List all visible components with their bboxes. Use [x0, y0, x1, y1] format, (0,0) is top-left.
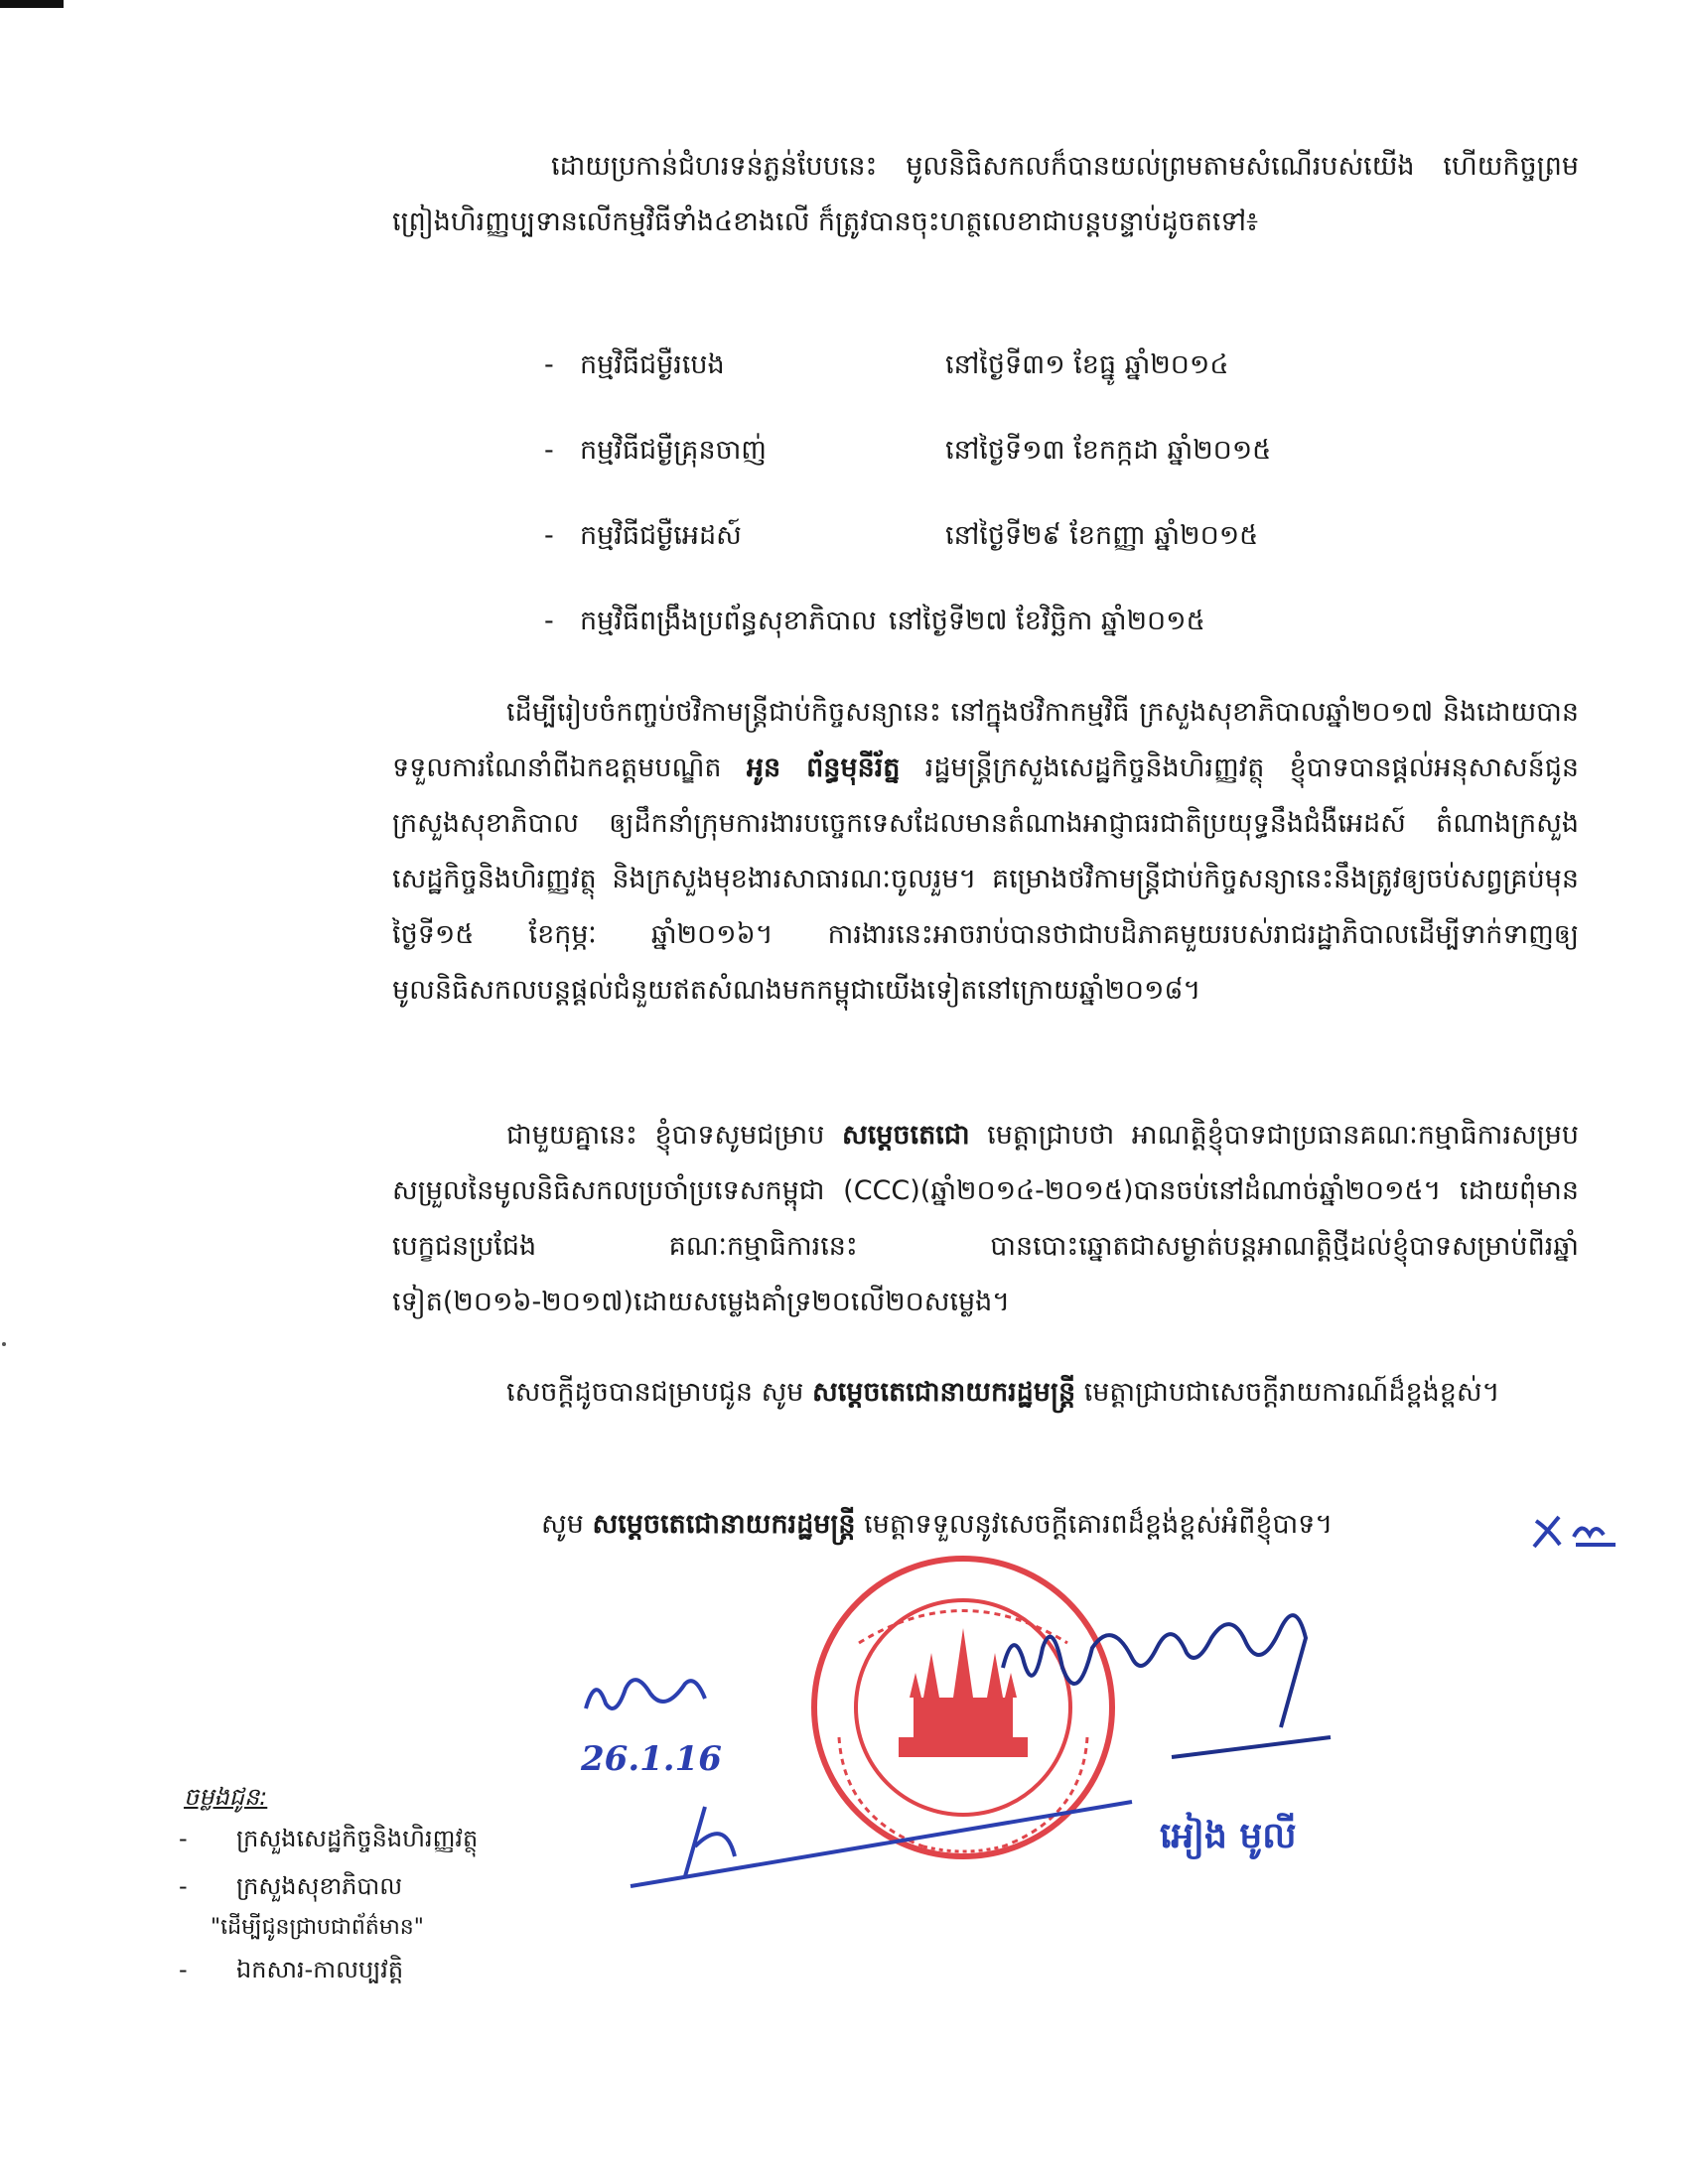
- list-dash: -: [544, 349, 554, 380]
- paragraph-3-text-b: មេត្តាជ្រាបថា អាណត្តិខ្ញុំបាទជាប្រធានគណៈកម្មាធិការសម្របសម្រួលនៃមូលនិធិសកលប្រចាំប្រទេសកម្ពុជា (CCC)(ឆ្នាំ២០១៤-២០១៥)បានចប់នៅដំណាច់ឆ្នាំ២០១៥។ ដោយពុំមានបេក្ខជនប្រជែង គណៈកម្មាធិការនេះ បានបោះឆ្នោតជាសម្ងាត់បន្តអាណត្តិថ្មីដល់ខ្ញុំបាទសម្រាប់ពីរឆ្នាំទៀត(២០១៦-២០១៧)ដោយសម្លេងគាំទ្រ២០លើ២០សម្លេង។: [392, 1120, 1579, 1317]
- program-item-aids: [544, 516, 1258, 556]
- signer-name: អៀង មូលី: [1160, 1816, 1297, 1856]
- paragraph-3-text-a: ជាមួយគ្នានេះ ខ្ញុំបាទសូមជម្រាប: [506, 1120, 842, 1151]
- samdech-title: សម្តេចតេជោ: [841, 1120, 970, 1151]
- handwritten-note: [576, 1664, 715, 1731]
- program-date: នៅថ្ងៃទី១៣ ខែកក្កដា ឆ្នាំ២០១៥: [945, 435, 1272, 466]
- program-name: កម្មវិធីជម្ងឺគ្រុនចាញ់: [580, 435, 767, 466]
- copy-to-item-label: ក្រសួងសុខាភិបាល: [236, 1872, 403, 1900]
- minister-signature: [983, 1588, 1340, 1787]
- paragraph-4-text-a: សេចក្តីដូចបានជម្រាបជូន សូម: [506, 1377, 812, 1408]
- list-dash: -: [179, 1956, 188, 1983]
- copy-to-heading: ចម្លងជូន:: [184, 1783, 268, 1811]
- paragraph-2-text-a: ដើម្បីរៀបចំកញ្ចប់ថវិកាមន្ត្រីជាប់កិច្ចសន្យានេះ នៅក្នុងថវិកាកម្មវិធី ក្រសួងសុខាភិបាលឆ្នាំ២០១៧ និងដោយបានទទួលការណែនាំពីឯកឧត្តមបណ្ឌិត: [392, 697, 1579, 783]
- list-dash: -: [544, 520, 554, 551]
- handwritten-date: 26.1.16: [581, 1739, 722, 1779]
- paragraph-3: [392, 1108, 1579, 1330]
- program-item-health-system: [544, 602, 1205, 641]
- paragraph-2-text-b: រដ្ឋមន្ត្រីក្រសួងសេដ្ឋកិច្ចនិងហិរញ្ញវត្ថុ ខ្ញុំបាទបានផ្តល់អនុសាសន៍ជូនក្រសួងសុខាភិបាល ឲ្យដឹកនាំក្រុមការងារបច្ចេកទេសដែលមានតំណាងអាជ្ញាធរជាតិប្រយុទ្ធនឹងជំងឺអេដស៍ តំណាងក្រសួងសេដ្ឋកិច្ចនិងហិរញ្ញវត្ថុ និងក្រសួងមុខងារសាធារណៈចូលរួម។ គម្រោងថវិកាមន្ត្រីជាប់កិច្ចសន្យានេះនឹងត្រូវឲ្យចប់សព្វគ្រប់មុនថ្ងៃទី១៥ ខែកុម្ភៈ ឆ្នាំ២០១៦។ ការងារនេះអាចរាប់បានថាជាបដិភាគមួយរបស់រាជរដ្ឋាភិបាលដើម្បីទាក់ទាញឲ្យមូលនិធិសកលបន្តផ្តល់ជំនួយឥតសំណងមកកម្ពុជាយើងទៀតនៅក្រោយឆ្នាំ២០១៨។: [392, 752, 1579, 1006]
- paragraph-1: ដោយប្រកាន់ជំហរទន់ភ្លន់បែបនេះ មូលនិធិសកលក៏បានយល់ព្រមតាមសំណើរបស់យើង ហើយកិច្ចព្រមព្រៀងហិរញ្ញប្បទានលើកម្មវិធីទាំង៤ខាងលើ ក៏ត្រូវបានចុះហត្ថលេខាជាបន្តបន្ទាប់ដូចតទៅ៖: [392, 151, 1579, 237]
- scan-corner-mark: [0, 0, 64, 8]
- program-name: កម្មវិធីជម្ងឺអេដស៍: [580, 520, 742, 551]
- program-item-malaria: [544, 431, 1271, 471]
- copy-to-note: "ដើម្បីជូនជ្រាបជាព័ត៌មាន": [211, 1915, 424, 1940]
- paragraph-2: [392, 685, 1579, 1019]
- closing-text-a: សូម: [541, 1509, 593, 1540]
- prime-minister-title: សម្តេចតេជោនាយករដ្ឋមន្ត្រី: [812, 1377, 1076, 1408]
- copy-to-item: [179, 1953, 403, 1986]
- copy-to-item: [179, 1822, 478, 1855]
- program-name: កម្មវិធីពង្រឹងប្រព័ន្ធសុខាភិបាល: [580, 606, 877, 636]
- closing-title: សម្តេចតេជោនាយករដ្ឋមន្ត្រី: [592, 1509, 856, 1540]
- program-date: នៅថ្ងៃទី២៩ ខែកញ្ញា ឆ្នាំ២០១៥: [945, 520, 1259, 551]
- program-name: កម្មវិធីជម្ងឺរបេង: [580, 349, 725, 380]
- handwritten-approval-mark: [576, 1664, 715, 1723]
- copy-to-item-label: ឯកសារ-កាលប្បវត្តិ: [236, 1956, 404, 1983]
- approval-signature: [626, 1787, 1142, 1896]
- closing-text-b: មេត្តាទទួលនូវសេចក្តីគោរពដ៏ខ្ពង់ខ្ពស់អំពីខ្ញុំបាទ។: [855, 1509, 1334, 1540]
- list-dash: -: [179, 1872, 188, 1900]
- program-date: នៅថ្ងៃទី៣១ ខែធ្នូ ឆ្នាំ២០១៤: [945, 349, 1229, 380]
- list-dash: -: [544, 435, 554, 466]
- closing-annotation-mark: [1524, 1509, 1623, 1554]
- scan-edge-dot: [2, 1342, 6, 1346]
- closing-line: [541, 1497, 1584, 1553]
- list-dash: -: [179, 1825, 188, 1852]
- list-dash: -: [544, 606, 554, 636]
- program-date: នៅថ្ងៃទី២៧ ខែវិច្ឆិកា ឆ្នាំ២០១៥: [888, 606, 1205, 636]
- paragraph-4: [392, 1365, 1579, 1421]
- program-item-tb: [544, 345, 1228, 385]
- copy-to-item-label: ក្រសួងសេដ្ឋកិច្ចនិងហិរញ្ញវត្ថុ: [236, 1825, 479, 1852]
- copy-to-item: [179, 1869, 402, 1903]
- minister-name: អូន ព័ន្ធមុនីរ័ត្ន: [746, 752, 901, 783]
- paragraph-4-text-b: មេត្តាជ្រាបជាសេចក្តីរាយការណ៍ដ៏ខ្ពង់ខ្ពស់។: [1075, 1377, 1500, 1408]
